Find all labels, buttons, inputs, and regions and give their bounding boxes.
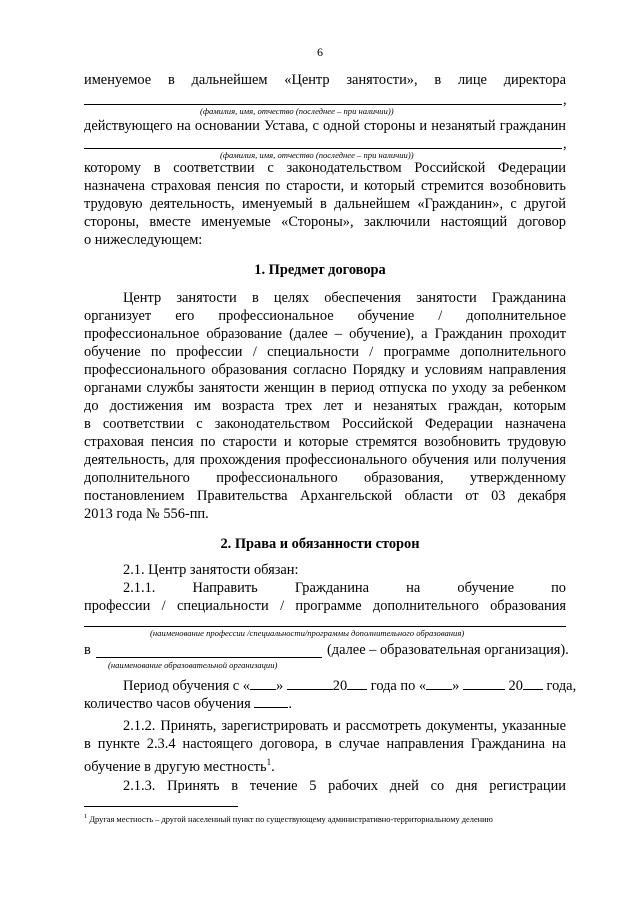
- caption-citizen-name: (фамилия, имя, отчество (последнее – при наличии)): [220, 150, 414, 160]
- clause-2-1-2-last: [84, 754, 275, 776]
- intro-para-line: стороны, вместе именуемые «Стороны», заключили настоящий договор: [84, 214, 566, 230]
- clause-2-1-2-end: .: [271, 758, 275, 775]
- hours-label: количество часов обучения: [84, 696, 251, 712]
- clause-2-1-3-line-1: 2.1.3. Принять в течение 5 рабочих дней со дня регистрации: [123, 778, 566, 794]
- intro-line-2: действующего на основании Устава, с одной стороны и незанятый гражданин: [84, 118, 566, 134]
- section-1-line: Центр занятости в целях обеспечения занятости Гражданина: [123, 290, 566, 306]
- clause-2-1: 2.1. Центр занятости обязан:: [123, 562, 299, 578]
- intro-para-line: трудовую деятельность, именуемый в дальнейшем «Гражданин», с другой: [84, 196, 566, 212]
- period-end-label: года,: [546, 678, 577, 694]
- year-prefix: 20: [332, 678, 348, 694]
- footnote-marker: 1: [84, 813, 88, 820]
- section-1-line: организует его профессиональное обучение / дополнительное: [84, 308, 566, 324]
- clause-2-1-2-line: 2.1.2. Принять, зарегистрировать и рассмотреть документы, указанные: [123, 718, 566, 734]
- hours-blank: [254, 694, 288, 708]
- footnote-separator: [84, 806, 238, 807]
- section-1-line: дополнительного профессионального образования, утвержденному: [84, 470, 566, 486]
- section-1-line: обучение по профессии / специальности / программе дополнительного: [84, 344, 566, 360]
- program-name-blank: [84, 626, 566, 627]
- start-year-blank: [347, 676, 367, 690]
- end-day-blank: [426, 676, 452, 690]
- study-period-line: [123, 676, 576, 695]
- section-1-heading: 1. Предмет договора: [254, 262, 386, 278]
- quote-close: »: [275, 678, 284, 694]
- section-2-heading: 2. Права и обязанности сторон: [220, 536, 420, 552]
- start-month-blank: [287, 676, 333, 690]
- end-month-blank: [463, 676, 505, 690]
- comma-mark: ,: [563, 92, 567, 108]
- hours-line: [84, 694, 292, 713]
- section-1-line: страховая пенсия по старости и которые стремятся возобновить трудовую: [84, 434, 566, 450]
- intro-para-line: назначена страховая пенсия по старости, и который стремится возобновить: [84, 178, 566, 194]
- organization-name-blank: [96, 657, 322, 658]
- footnote-text: Другая местность – другой населенный пункт по существующему административно-территориальному делению: [89, 814, 493, 824]
- director-name-blank: [84, 104, 562, 105]
- caption-program-name: (наименование профессии /специальности/программы дополнительного образования): [150, 628, 465, 638]
- section-1-line: 2013 года № 556-пп.: [84, 506, 209, 522]
- intro-para-line: о нижеследующем:: [84, 232, 203, 248]
- comma-mark-2: ,: [563, 136, 567, 152]
- clause-2-1-2-text: обучение в другую местность: [84, 758, 267, 775]
- section-1-line: деятельность, для прохождения профессионального обучения или получения: [84, 452, 566, 468]
- quote-close-2: »: [452, 678, 460, 694]
- line-v-suffix: (далее – образовательная организация).: [327, 642, 569, 658]
- page-number: 6: [317, 45, 323, 59]
- clause-2-1-1-line-2: профессии / специальности / программе дополнительного образования: [84, 598, 566, 614]
- end-year-blank: [523, 676, 543, 690]
- section-1-line: профессионального образования согласно Порядку и условиям направления: [84, 362, 566, 378]
- caption-director-name: (фамилия, имя, отчество (последнее – при наличии)): [200, 106, 394, 116]
- intro-line-1: именуемое в дальнейшем «Центр занятости», в лице директора: [84, 72, 566, 88]
- clause-2-1-2-line: в пункте 2.3.4 настоящего договора, в случае направления Гражданина на: [84, 736, 566, 752]
- citizen-name-blank: [84, 148, 562, 149]
- start-day-blank: [250, 676, 276, 690]
- footnote-ref[interactable]: 1: [266, 757, 272, 767]
- hours-end: .: [288, 696, 292, 712]
- section-1-line: до достижения им возраста трех лет и незанятых граждан, которым: [84, 398, 566, 414]
- section-1-line: органами службы занятости женщин в период отпуска по уходу за ребенком: [84, 380, 566, 396]
- caption-organization: (наименование образовательной организации): [108, 660, 278, 670]
- intro-para-line: которому в соответствии с законодательством Российской Федерации: [84, 160, 566, 176]
- year-prefix-2: 20: [508, 678, 523, 694]
- period-label: Период обучения с «: [123, 678, 250, 694]
- clause-2-1-1-line-1: 2.1.1. Направить Гражданина на обучение по: [123, 580, 566, 596]
- line-v-prefix: в: [84, 642, 91, 658]
- section-1-line: профессиональное образование (далее – обучение), а Гражданин проходит: [84, 326, 566, 342]
- section-1-line: в соответствии с законодательством Российской Федерации назначена: [84, 416, 566, 432]
- period-to-label: года по «: [370, 678, 427, 694]
- footnote: [84, 812, 493, 825]
- section-1-line: постановлением Правительства Архангельской области от 03 декабря: [84, 488, 566, 504]
